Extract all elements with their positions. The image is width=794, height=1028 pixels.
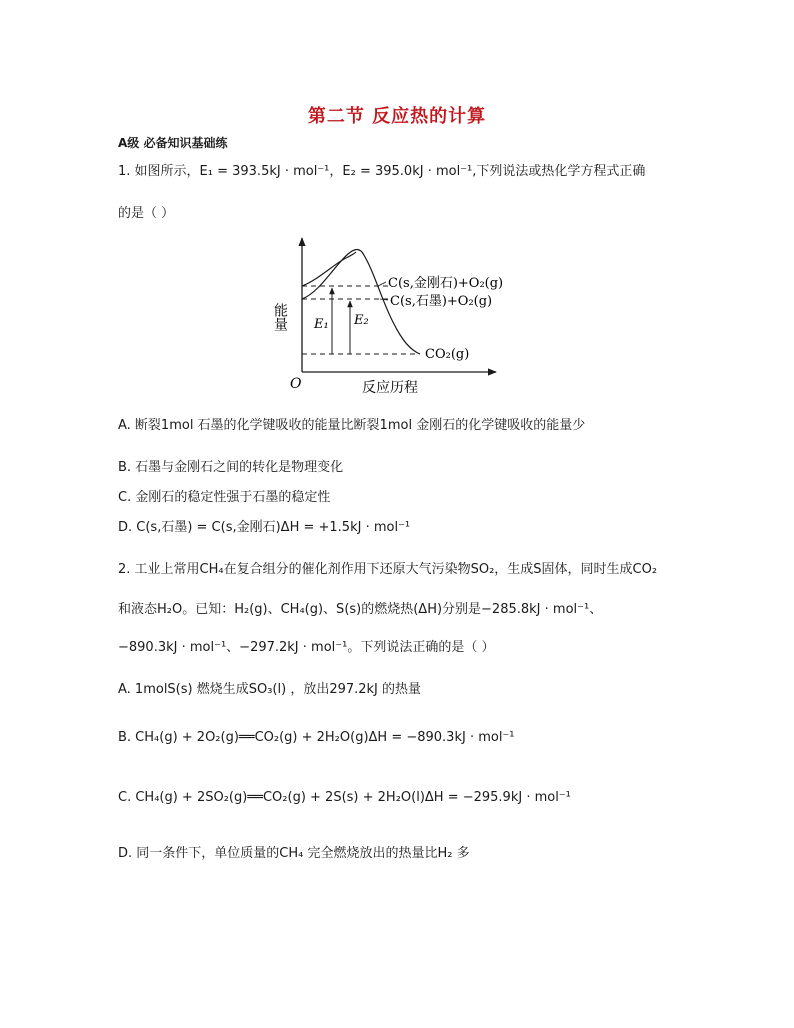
e2-label: E₂ [354,313,369,328]
q1-option-c: C. 金刚石的稳定性强于石墨的稳定性 [118,490,331,505]
section-heading: A级 必备知识基础练 [118,136,228,150]
q1-option-a: A. 断裂1mol 石墨的化学键吸收的能量比断裂1mol 金刚石的化学键吸收的能量少 [118,418,586,433]
diamond-leader [378,282,386,286]
q2-option-a: A. 1molS(s) 燃烧生成SO₃(l) ，放出297.2kJ 的热量 [118,682,422,697]
diamond-level-label: C(s,金刚石)+O₂(g) [388,276,504,291]
x-axis-label: 反应历程 [362,380,418,396]
e1-label: E₁ [314,317,329,332]
q2-option-c: C. CH₄(g) + 2SO₂(g)══CO₂(g) + 2S(s) + 2H₂O(l)ΔH = −295.9kJ · mol⁻¹ [118,790,571,805]
q2-option-d: D. 同一条件下，单位质量的CH₄ 完全燃烧放出的热量比H₂ 多 [118,846,470,861]
q2-stem-line2: 和液态H₂O。已知：H₂(g)、CH₄(g)、S(s)的燃烧热(ΔH)分别是−285.8kJ · mol⁻¹、 [118,602,603,617]
q1-option-d: D. C(s,石墨) = C(s,金刚石)ΔH = +1.5kJ · mol⁻¹ [118,520,411,535]
q1-option-b: B. 石墨与金刚石之间的转化是物理变化 [118,460,344,475]
q1-stem-line1: 1. 如图所示，E₁ = 393.5kJ · mol⁻¹，E₂ = 395.0kJ · mol⁻¹,下列说法或热化学方程式正确 [118,164,646,179]
graphite-level-label: C(s,石墨)+O₂(g) [390,294,493,309]
q1-stem-line2: 的是（ ） [118,206,175,221]
page-title: 第二节 反应热的计算 [307,106,487,127]
q2-stem-line1: 2. 工业上常用CH₄在复合组分的催化剂作用下还原大气污染物SO₂，生成S固体，同时生成CO₂ [118,562,658,577]
q2-option-b: B. CH₄(g) + 2O₂(g)══CO₂(g) + 2H₂O(g)ΔH = −890.3kJ · mol⁻¹ [118,730,515,745]
diamond-curve [302,252,356,286]
q2-stem-line3: −890.3kJ · mol⁻¹、−297.2kJ · mol⁻¹。下列说法正确的是（ ） [118,640,495,655]
origin-label: O [290,376,302,392]
y-axis-label: 能量 [272,303,288,331]
co2-level-label: CO₂(g) [425,347,470,362]
energy-diagram [270,228,510,400]
